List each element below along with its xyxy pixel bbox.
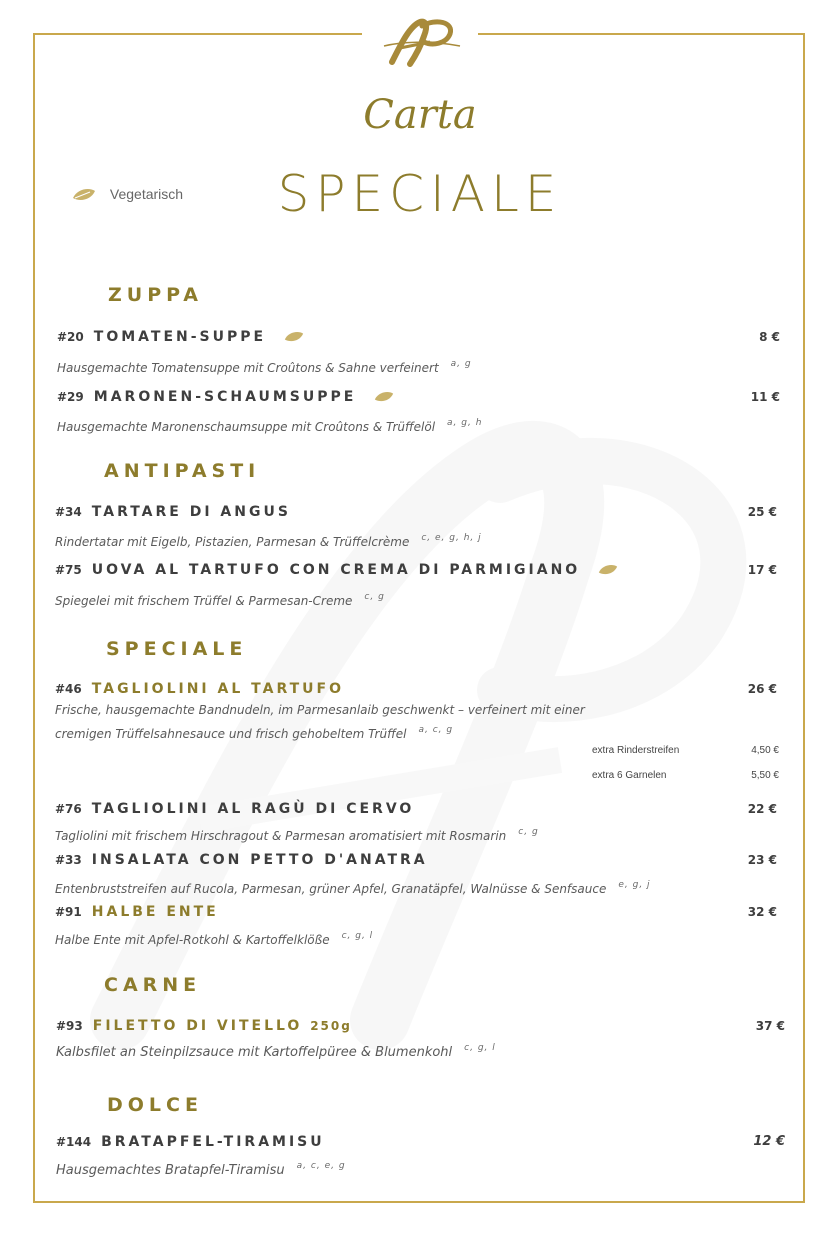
dish-number: #91 <box>55 905 82 919</box>
dish-title: TAGLIOLINI AL TARTUFO <box>91 681 344 697</box>
legend-label: Vegetarisch <box>109 186 184 202</box>
dish-description <box>55 926 373 950</box>
description-text: Entenbruststreifen auf Rucola, Parmesan, grüner Apfel, Granatäpfel, Walnüsse & Senfsauce <box>55 882 607 896</box>
dish-title: TAGLIOLINI AL RAGÙ DI CERVO <box>91 801 415 817</box>
description-text: Spiegelei mit frischem Trüffel & Parmesan-Creme <box>55 594 353 608</box>
allergen-codes: a, g, h <box>447 418 483 428</box>
dish-title: UOVA AL TARTUFO CON CREMA DI PARMIGIANO <box>91 562 581 578</box>
allergen-codes: e, g, j <box>618 880 651 890</box>
dish-number: #144 <box>56 1135 92 1149</box>
description-text: Hausgemachte Tomatensuppe mit Croûtons & Sahne verfeinert <box>57 361 439 375</box>
dish-name <box>56 1018 352 1034</box>
dish-description <box>55 822 539 846</box>
dish-name <box>56 1134 325 1150</box>
dish-description <box>56 1156 346 1181</box>
carta-script-title: Carta <box>363 92 477 138</box>
description-text: Hausgemachtes Bratapfel-Tiramisu <box>56 1163 285 1178</box>
dish-description-line-2 <box>55 720 453 744</box>
description-text: Rindertatar mit Eigelb, Pistazien, Parmesan & Trüffelcrème <box>55 535 410 549</box>
dish-price: 23 € <box>747 853 777 867</box>
section-speciale: SPECIALE <box>106 638 248 660</box>
dish-price: 8 € <box>759 330 780 344</box>
section-zuppa: ZUPPA <box>108 284 204 306</box>
dish-name <box>57 329 304 345</box>
dish-number: #34 <box>55 505 82 519</box>
dish-name <box>57 389 394 405</box>
page-title: SPECIALE <box>277 165 563 223</box>
dish-title: MARONEN-SCHAUMSUPPE <box>93 389 357 405</box>
dish-name <box>55 504 291 520</box>
leaf-icon <box>284 331 304 343</box>
section-dolce: DOLCE <box>107 1094 203 1116</box>
dish-price: 26 € <box>747 682 777 696</box>
dish-description <box>56 1038 496 1063</box>
leaf-icon <box>598 564 618 576</box>
description-text: cremigen Trüffelsahnesauce und frisch gehobeltem Trüffel <box>55 727 407 741</box>
leaf-icon <box>72 188 96 202</box>
dish-weight: 250g <box>310 1019 352 1033</box>
dish-number: #29 <box>57 390 84 404</box>
dish-price: 37 € <box>755 1019 785 1033</box>
dish-name <box>55 801 414 817</box>
allergen-codes: c, g <box>364 592 385 602</box>
dish-number: #75 <box>55 563 82 577</box>
section-antipasti: ANTIPASTI <box>104 460 261 482</box>
leaf-icon <box>374 391 394 403</box>
dish-price: 25 € <box>747 505 777 519</box>
allergen-codes: c, g <box>518 827 539 837</box>
allergen-codes: a, g <box>450 359 472 369</box>
dish-name <box>55 904 219 920</box>
description-text: Tagliolini mit frischem Hirschragout & Parmesan aromatisiert mit Rosmarin <box>55 829 507 843</box>
dish-description <box>57 354 472 378</box>
dish-title: BRATAPFEL-TIRAMISU <box>101 1134 325 1150</box>
dish-title: TOMATEN-SUPPE <box>93 329 267 345</box>
dish-description <box>57 413 482 437</box>
ap-monogram-icon <box>370 12 470 72</box>
dish-price: 22 € <box>747 802 777 816</box>
dish-price: 11 € <box>750 390 780 404</box>
allergen-codes: c, e, g, h, j <box>421 533 482 543</box>
dish-name <box>55 852 428 868</box>
extra-option-price: 5,50 € <box>751 770 779 781</box>
allergen-codes: a, c, g <box>418 725 454 735</box>
dish-title: HALBE ENTE <box>91 904 219 920</box>
extra-option-label: extra 6 Garnelen <box>592 770 667 781</box>
allergen-codes: c, g, l <box>341 931 374 941</box>
allergen-codes: a, c, e, g <box>296 1161 346 1171</box>
dish-name <box>55 562 618 578</box>
dish-price: 17 € <box>747 563 777 577</box>
dish-price: 12 € <box>753 1134 785 1149</box>
description-text: Kalbsfilet an Steinpilzsauce mit Kartoffelpüree & Blumenkohl <box>56 1045 453 1060</box>
dish-title: TARTARE DI ANGUS <box>91 504 291 520</box>
dish-description <box>55 875 651 899</box>
dish-number: #20 <box>57 330 84 344</box>
description-text: Hausgemachte Maronenschaumsuppe mit Croûtons & Trüffelöl <box>57 420 436 434</box>
dish-number: #76 <box>55 802 82 816</box>
dish-description <box>55 528 482 552</box>
dish-title: INSALATA CON PETTO D'ANATRA <box>91 852 428 868</box>
dish-title: FILETTO DI VITELLO <box>92 1018 303 1034</box>
dish-description: Frische, hausgemachte Bandnudeln, im Parmesanlaib geschwenkt – verfeinert mit einer <box>55 703 585 717</box>
dish-description <box>55 587 385 611</box>
extra-option-label: extra Rinderstreifen <box>592 745 680 756</box>
description-text: Halbe Ente mit Apfel-Rotkohl & Kartoffelklöße <box>55 933 330 947</box>
section-carne: CARNE <box>104 974 202 996</box>
vegetarian-legend <box>72 186 183 202</box>
allergen-codes: c, g, l <box>464 1043 496 1053</box>
dish-number: #93 <box>56 1019 83 1033</box>
dish-number: #33 <box>55 853 82 867</box>
dish-number: #46 <box>55 682 82 696</box>
dish-price: 32 € <box>747 905 777 919</box>
extra-option-price: 4,50 € <box>751 745 779 756</box>
dish-name <box>55 681 344 697</box>
